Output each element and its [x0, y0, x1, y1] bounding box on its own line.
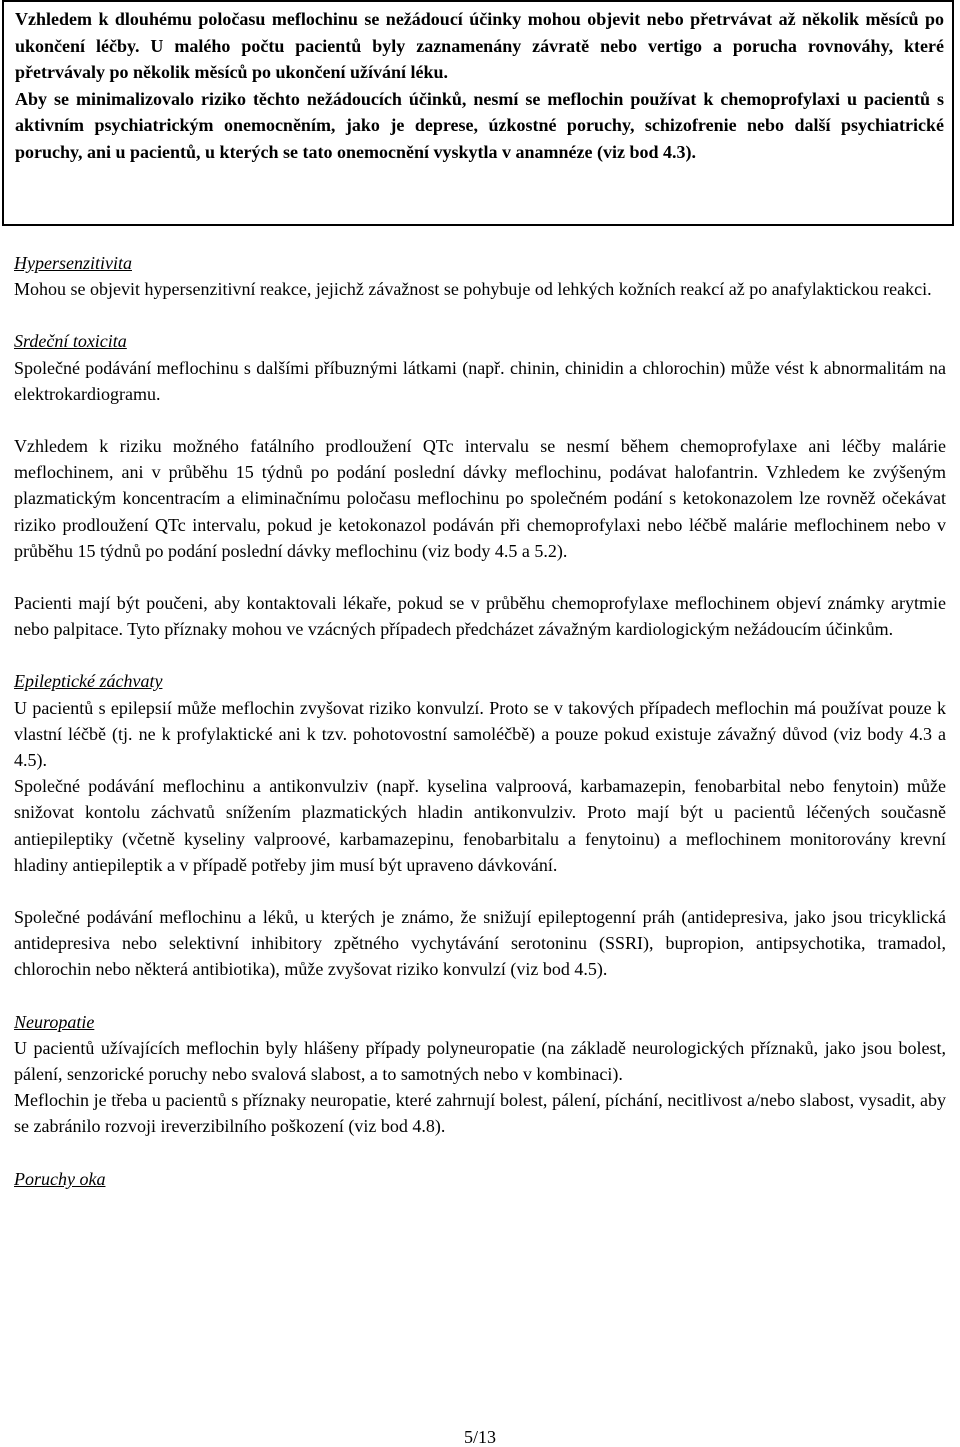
paragraph-srdecni-2: Vzhledem k riziku možného fatálního prodloužení QTc intervalu se nesmí během chemoprofylaxe ani léčby malárie meflochinem, ani v průběhu 15 týdnů po podání poslední dávky meflochinu, podávat halofantrin. Vzhledem ke zvýšeným plazmatickým koncentracím a eliminačnímu poločasu meflochinu po společném podání s ketokonazolem lze rovněž očekávat riziko prodloužení QTc intervalu, pokud je ketokonazol podáván při chemoprofylaxi nebo léčbě malárie meflochinem nebo v průběhu 15 týdnů po podání poslední dávky meflochinu (viz body 4.5 a 5.2). — [14, 436, 946, 561]
paragraph-epilepticke-3: Společné podávání meflochinu a léků, u kterých je známo, že snižují epileptogenní práh (antidepresiva, jako jsou tricyklická antidepresiva nebo selektivní inhibitory zpětného vychytávání serotoninu (SSRI), bupropion, antipsychotika, tramadol, chlorochin nebo některá antibiotika), může zvyšovat riziko konvulzí (viz bod 4.5). — [14, 907, 946, 980]
paragraph-hypersenzitivita: Mohou se objevit hypersenzitivní reakce, jejichž závažnost se pohybuje od lehkých kožních reakcí až po anafylaktickou reakci. — [14, 279, 932, 300]
paragraph-epilepticke-2: Společné podávání meflochinu a antikonvulziv (např. kyselina valproová, karbamazepin, fenobarbital nebo fenytoin) může snižovat kontolu záchvatů snížením plazmatických hladin antikonvulziv. Proto mají být u pacientů léčených současně antiepileptiky (včetně kyseliny valproové, karbamazepinu, fenobarbitalu a fenytoinu) a meflochinem monitorovány krevní hladiny antiepileptik a v případě potřeby jim musí být upraveno dávkování. — [14, 776, 946, 875]
box-paragraph-2: Aby se minimalizovalo riziko těchto nežádoucích účinků, nesmí se meflochin používat k chemoprofylaxi u pacientů s aktivním psychiatrickým onemocněním, jako je deprese, úzkostné poruchy, schizofrenie nebo další psychiatrické poruchy, ani u pacientů, u kterých se tato onemocnění vyskytla v anamnéze (viz bod 4.3). — [15, 88, 944, 162]
heading-hypersenzitivita: Hypersenzitivita — [14, 253, 132, 273]
heading-srdecni-toxicita: Srdeční toxicita — [14, 331, 127, 352]
paragraph-srdecni-3: Pacienti mají být poučeni, aby kontaktovali lékaře, pokud se v průběhu chemoprofylaxe meflochinem objeví známky arytmie nebo palpitace. Tyto příznaky mohou ve vzácných případech předcházet závažným kardiologickým nežádoucím účinkům. — [14, 593, 946, 640]
paragraph-neuropatie-2: Meflochin je třeba u pacientů s příznaky neuropatie, které zahrnují bolest, pálení, píchání, necitlivost a/nebo slabost, vysadit, aby se zabránilo rozvoji ireverzibilního poškození (viz bod 4.8). — [14, 1090, 946, 1137]
paragraph-srdecni-1: Společné podávání meflochinu s dalšími příbuznými látkami (např. chinin, chinidin a chlorochin) může vést k abnormalitám na elektrokardiogramu. — [14, 357, 946, 404]
heading-poruchy-oka: Poruchy oka — [14, 1168, 106, 1189]
heading-epilepticke-zachvaty: Epileptické záchvaty — [14, 671, 163, 692]
box-paragraph-1: Vzhledem k dlouhému poločasu meflochinu se nežádoucí účinky mohou objevit nebo přetrvávat až několik měsíců po ukončení léčby. U malého počtu pacientů byly zaznamenány závratě nebo vertigo a porucha rovnováhy, které přetrvávaly po několik měsíců po ukončení užívání léku. — [15, 9, 944, 82]
main-content — [14, 250, 946, 1192]
paragraph-neuropatie-1: U pacientů užívajících meflochin byly hlášeny případy polyneuropatie (na základě neurologických příznaků, jako jsou bolest, pálení, senzorické poruchy nebo svalová slabost, a to samotných nebo v kombinaci). — [14, 1037, 946, 1085]
heading-neuropatie: Neuropatie — [14, 1011, 95, 1032]
paragraph-epilepticke-1: U pacientů s epilepsií může meflochin zvyšovat riziko konvulzí. Proto se v takových případech meflochin má používat pouze k vlastní léčbě (tj. ne k profylaktické ani k tzv. pohotovostní samoléčbě) a pouze pokud existuje závažný důvod (viz body 4.3 a 4.5). — [14, 697, 946, 771]
page-number: 5/13 — [463, 1427, 496, 1447]
warning-box — [2, 0, 954, 226]
